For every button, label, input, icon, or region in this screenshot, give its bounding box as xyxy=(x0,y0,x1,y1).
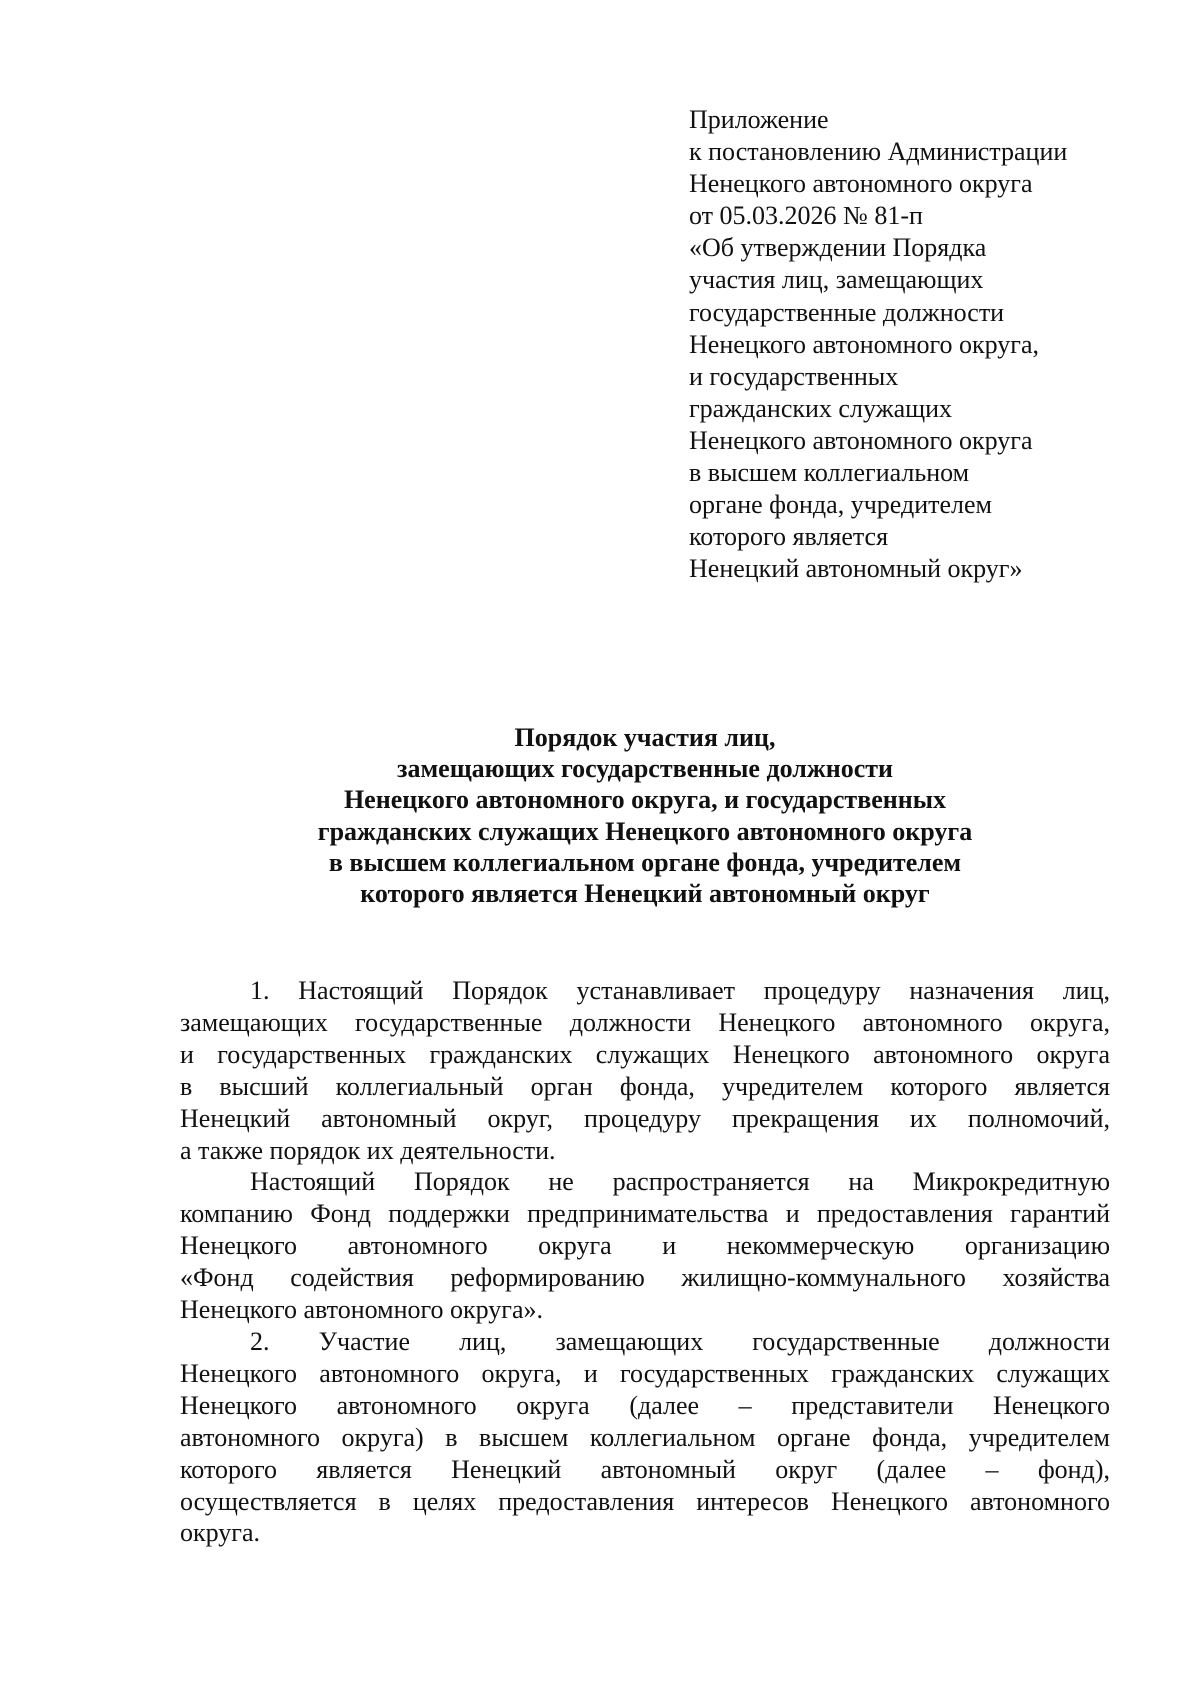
appendix-line: к постановлению Администрации xyxy=(689,137,1068,167)
document-title xyxy=(180,722,1110,909)
title-line: замещающих государственные должности xyxy=(397,754,893,784)
paragraph-1-line: а также порядок их деятельности. xyxy=(180,1135,556,1165)
title-line: которого является Ненецкий автономный округ xyxy=(360,879,930,909)
paragraph-2-line: «Фонд содействия реформированию жилищно-коммунального хозяйства xyxy=(180,1263,1110,1293)
appendix-line: органе фонда, учредителем xyxy=(689,490,992,520)
appendix-line: которого является xyxy=(689,522,889,552)
paragraph-1-line: 1. Настоящий Порядок устанавливает процедуру назначения лиц, xyxy=(250,976,1110,1005)
paragraph-2-line: компанию Фонд поддержки предпринимательства и предоставления гарантий xyxy=(180,1199,1110,1229)
paragraph-3-line: округа. xyxy=(180,1518,260,1548)
title-line: Ненецкого автономного округа, и государственных xyxy=(343,785,947,815)
paragraph-1-line: и государственных гражданских служащих Ненецкого автономного округа xyxy=(180,1039,1110,1069)
paragraph-3-line: которого является Ненецкий автономный округ (далее – фонд), xyxy=(180,1454,1110,1484)
appendix-line: Ненецкий автономный округ» xyxy=(689,554,1023,584)
paragraph-1-line: замещающих государственные должности Ненецкого автономного округа, xyxy=(180,1007,1110,1037)
appendix-header xyxy=(689,104,1109,585)
paragraph-2-line: Настоящий Порядок не распространяется на Микрокредитную xyxy=(250,1167,1110,1197)
title-line: Порядок участия лиц, xyxy=(514,723,776,752)
appendix-line: гражданских служащих xyxy=(689,393,953,423)
appendix-line: Ненецкого автономного округа, xyxy=(689,329,1039,359)
paragraph-3-line: автономного округа) в высшем коллегиальном органе фонда, учредителем xyxy=(180,1422,1110,1452)
appendix-line: государственные должности xyxy=(689,297,1005,327)
paragraph-2-line: Ненецкого автономного округа». xyxy=(180,1295,543,1325)
appendix-line: участия лиц, замещающих xyxy=(689,265,984,295)
paragraph-1-line: Ненецкий автономный округ, процедуру прекращения их полномочий, xyxy=(180,1103,1110,1133)
paragraph-3-line: осуществляется в целях предоставления интересов Ненецкого автономного xyxy=(180,1486,1110,1516)
appendix-line: Ненецкого автономного округа xyxy=(689,169,1033,199)
paragraph-3-line: Ненецкого автономного округа (далее – представители Ненецкого xyxy=(180,1390,1110,1420)
title-line: гражданских служащих Ненецкого автономного округа xyxy=(317,816,973,846)
appendix-line: «Об утверждении Порядка xyxy=(689,233,987,263)
appendix-line: и государственных xyxy=(689,361,899,391)
appendix-line: от 05.03.2026 № 81-п xyxy=(689,201,923,231)
title-line: в высшем коллегиальном органе фонда, учредителем xyxy=(328,847,962,877)
paragraph-1-line: в высший коллегиальный орган фонда, учредителем которого является xyxy=(180,1071,1110,1101)
document-body xyxy=(180,975,1110,1549)
appendix-line: в высшем коллегиальном xyxy=(689,458,970,488)
paragraph-3-line: Ненецкого автономного округа, и государственных гражданских служащих xyxy=(180,1358,1110,1388)
appendix-line: Ненецкого автономного округа xyxy=(689,425,1033,455)
paragraph-3-line: 2. Участие лиц, замещающих государственные должности xyxy=(250,1326,1110,1356)
appendix-line: Приложение xyxy=(689,105,829,134)
paragraph-2-line: Ненецкого автономного округа и некоммерческую организацию xyxy=(180,1231,1110,1261)
